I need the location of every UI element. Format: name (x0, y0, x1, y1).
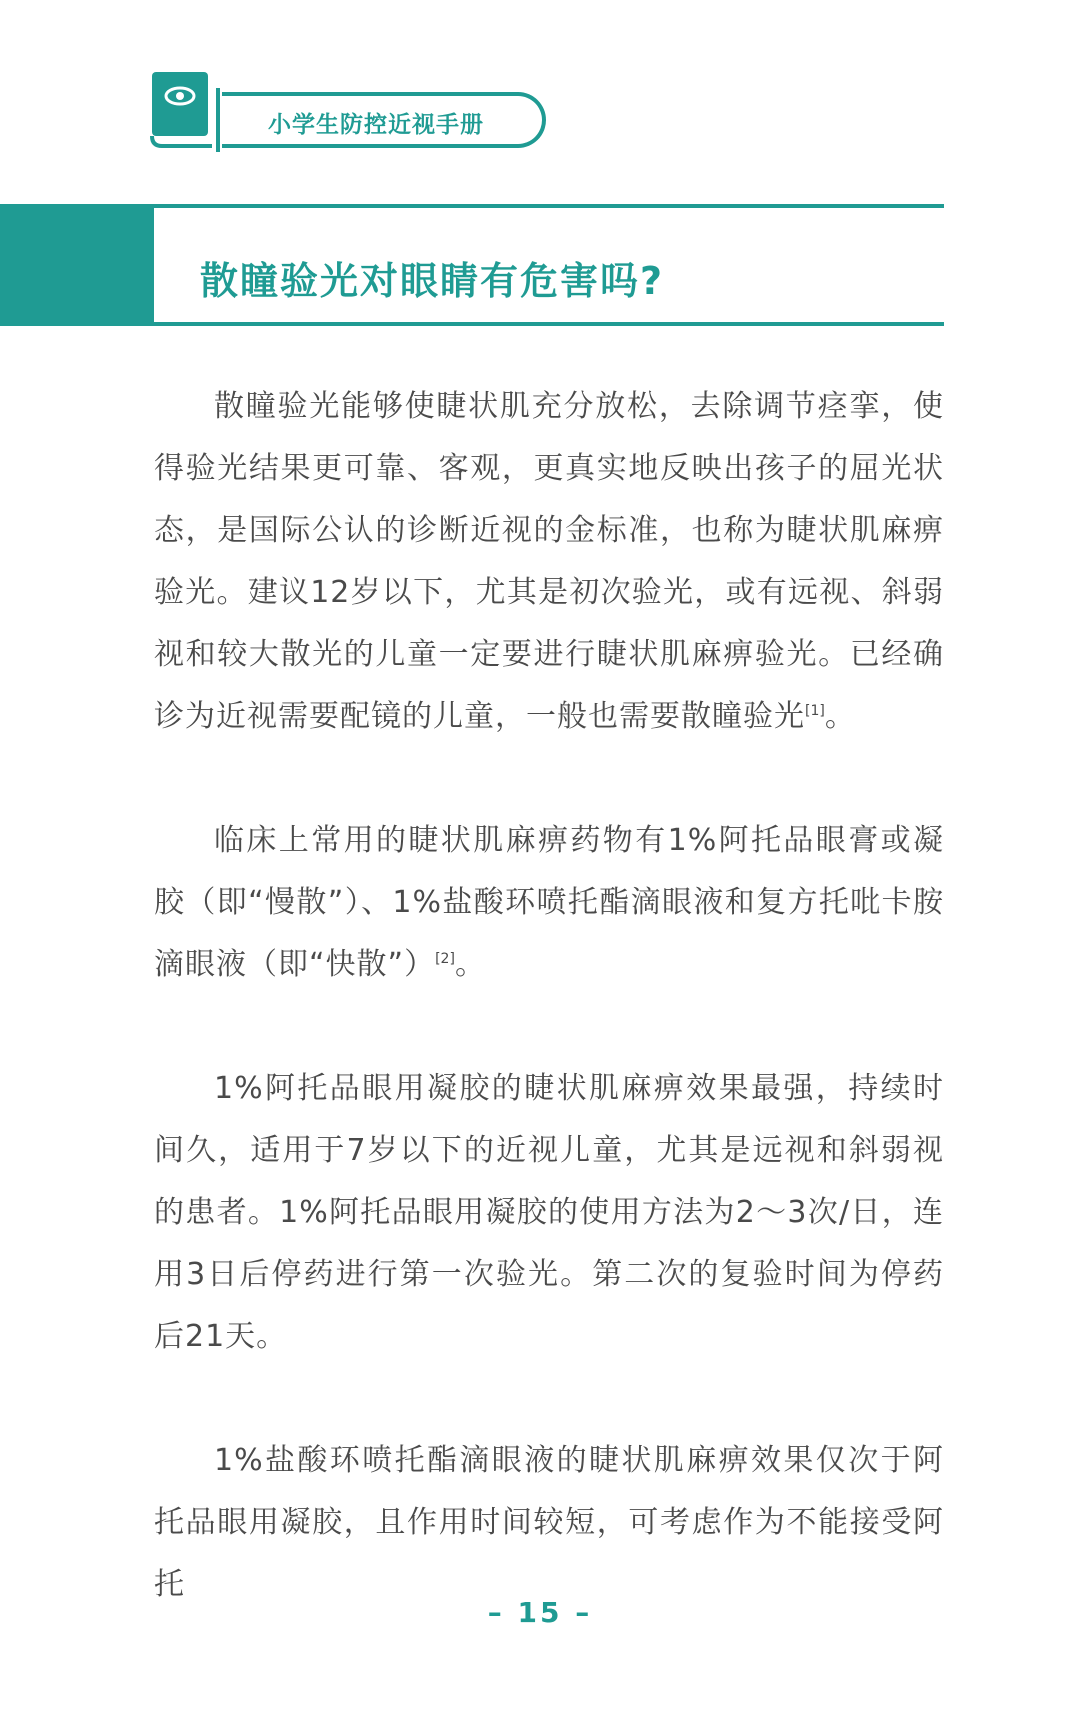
section-title: 散瞳验光对眼睛有危害吗? (200, 259, 665, 303)
paragraph (154, 376, 944, 748)
citation-mark: [2] (435, 951, 455, 967)
paragraph-text: 散瞳验光能够使睫状肌充分放松，去除调节痉挛，使得验光结果更可靠、客观，更真实地反映出孩子的屈光状态，是国际公认的诊断近视的金标准，也称为睫状肌麻痹验光。建议12岁以下，尤其是初次验光，或有远视、斜弱视和较大散光的儿童一定要进行睫状肌麻痹验光。已经确诊为近视需要配镜的儿童，一般也需要散瞳验光 (154, 389, 944, 734)
citation-mark: [1] (805, 703, 825, 719)
section-accent-block (0, 208, 154, 326)
paragraph (154, 1058, 944, 1368)
paragraph-tail: 。 (454, 947, 486, 982)
paragraph-tail: 。 (824, 699, 856, 734)
handbook-title: 小学生防控近视手册 (268, 112, 484, 138)
handbook-header (150, 70, 550, 152)
section-bottom-rule (154, 322, 944, 326)
paragraph (154, 1430, 944, 1616)
section-heading (0, 204, 944, 326)
article-body (154, 376, 944, 1678)
paragraph (154, 810, 944, 996)
paragraph-text: 1%阿托品眼用凝胶的睫状肌麻痹效果最强，持续时间久，适用于7岁以下的近视儿童，尤其是远视和斜弱视的患者。1%阿托品眼用凝胶的使用方法为2～3次/日，连用3日后停药进行第一次验光。第二次的复验时间为停药后21天。 (154, 1071, 944, 1354)
paragraph-text: 1%盐酸环喷托酯滴眼液的睫状肌麻痹效果仅次于阿托品眼用凝胶，且作用时间较短，可考虑作为不能接受阿托 (154, 1443, 944, 1602)
paragraph-text: 临床上常用的睫状肌麻痹药物有1%阿托品眼膏或凝胶（即“慢散”）、1%盐酸环喷托酯滴眼液和复方托吡卡胺滴眼液（即“快散”） (154, 823, 944, 982)
eye-book-icon (150, 70, 218, 148)
page-number: – 15 – (487, 1596, 593, 1629)
